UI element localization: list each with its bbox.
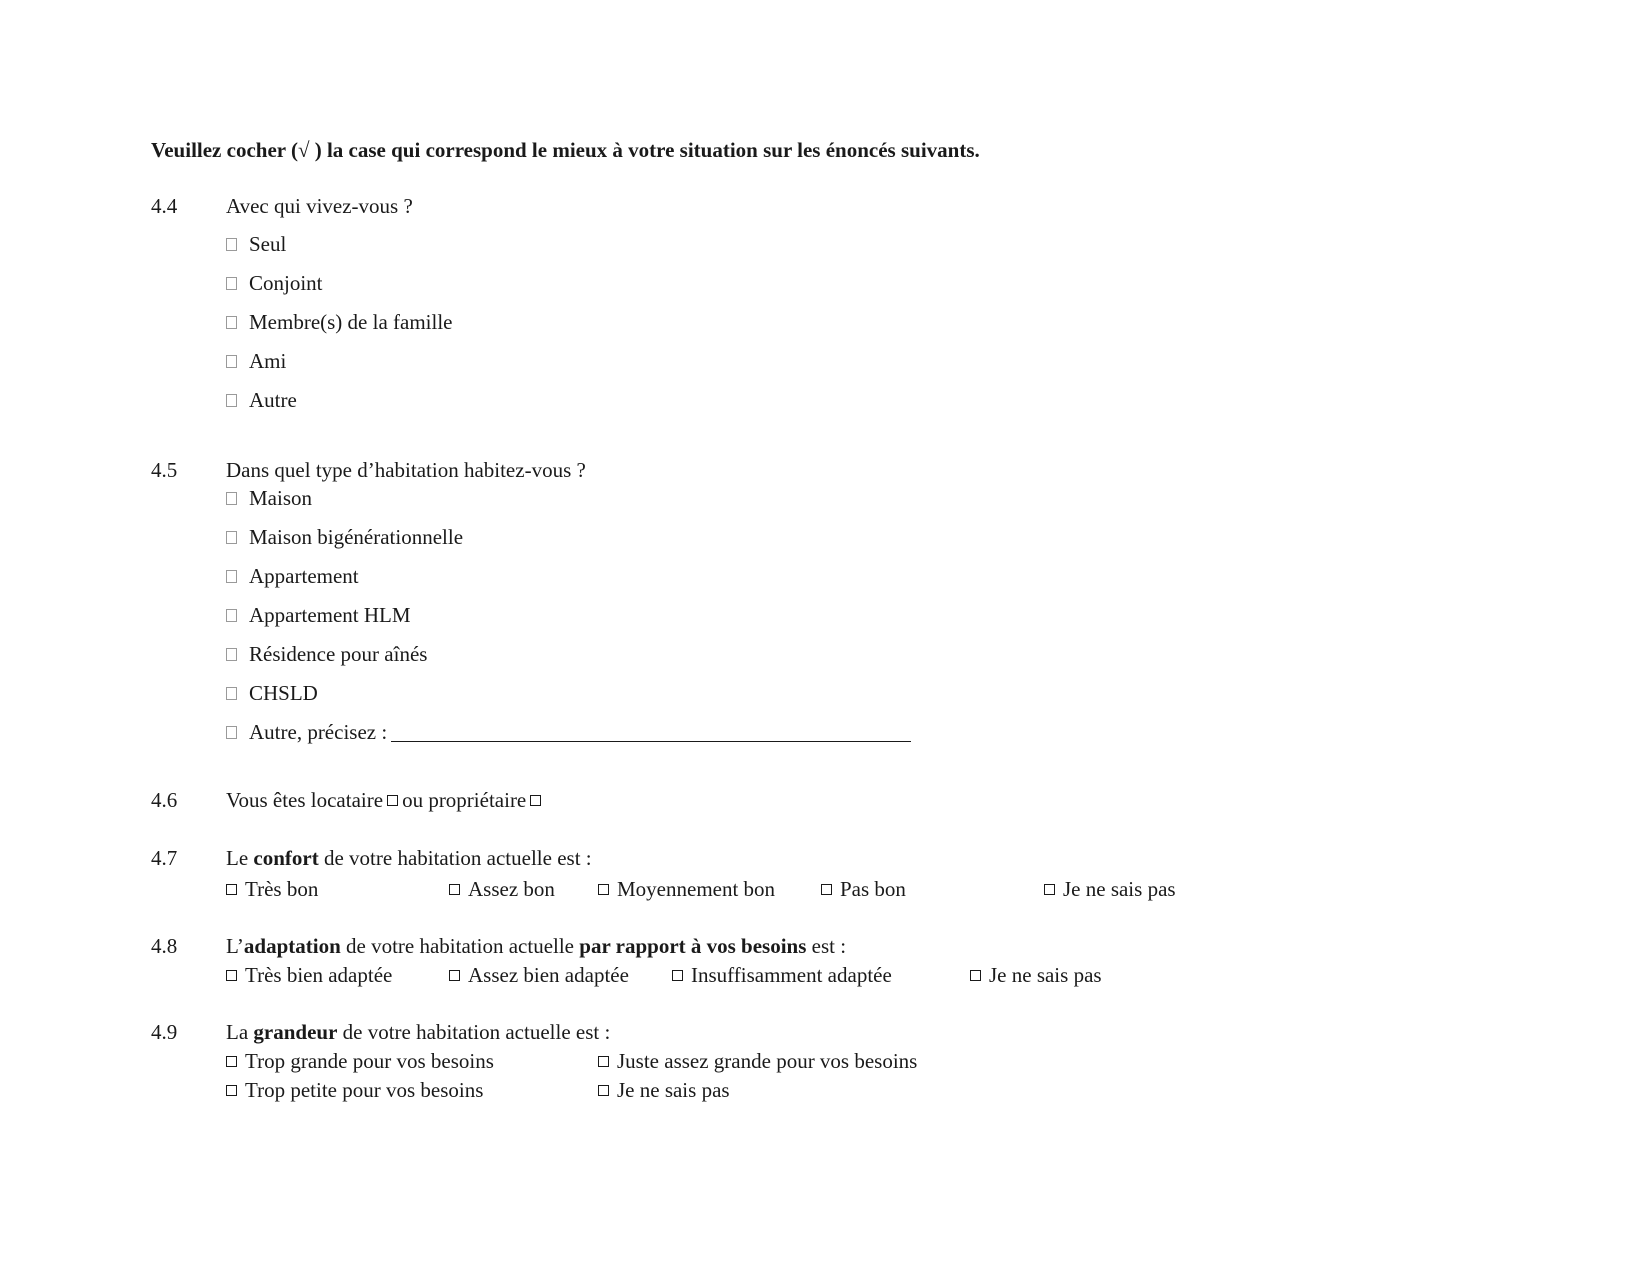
choice-label: Pas bon (840, 877, 906, 901)
option-autre-precisez[interactable] (226, 722, 911, 743)
question-number-4-4: 4.4 (151, 194, 178, 218)
question-prefix: La (226, 1020, 249, 1044)
choice-je-ne-sais-pas-adaptation[interactable] (970, 965, 1102, 986)
option-label: Seul (249, 232, 287, 256)
choice-label: Insuffisamment adaptée (691, 963, 892, 987)
choice-juste-assez-grande[interactable] (598, 1051, 917, 1072)
checkbox-icon[interactable] (226, 726, 237, 739)
choice-label: Très bon (245, 877, 319, 901)
option-label: Maison bigénérationnelle (249, 525, 464, 549)
question-keyword: adaptation (243, 934, 341, 958)
option-ami[interactable] (226, 351, 286, 372)
question-text-4-6 (226, 790, 545, 811)
option-seul[interactable] (226, 234, 286, 255)
instruction-text: Veuillez cocher (√ ) la case qui correspond le mieux à votre situation sur les énoncés suivants. (151, 138, 980, 162)
choice-tres-bon[interactable] (226, 879, 318, 900)
option-autre[interactable] (226, 390, 297, 411)
locataire-checkbox-icon[interactable] (387, 795, 398, 806)
question-number-4-5: 4.5 (151, 458, 178, 482)
checkbox-icon[interactable] (226, 394, 237, 407)
question-keyword: confort (253, 846, 319, 870)
choice-insuffisamment-adaptee[interactable] (672, 965, 892, 986)
option-chsld[interactable] (226, 683, 318, 704)
choice-trop-petite[interactable] (226, 1080, 483, 1101)
checkbox-icon[interactable] (226, 492, 237, 505)
precisez-blank-line[interactable] (391, 723, 911, 742)
choice-moyennement-bon[interactable] (598, 879, 775, 900)
question-number-4-6: 4.6 (151, 788, 178, 812)
option-label: Autre (249, 388, 297, 412)
option-label: Autre, précisez : (249, 720, 388, 744)
option-residence-aines[interactable] (226, 644, 427, 665)
option-label: Appartement (249, 564, 359, 588)
choice-label: Trop petite pour vos besoins (245, 1078, 484, 1102)
question-text-4-5: Dans quel type d’habitation habitez-vous ? (226, 458, 586, 482)
option-appartement-hlm[interactable] (226, 605, 411, 626)
checkbox-icon[interactable] (226, 609, 237, 622)
checkbox-icon[interactable] (226, 277, 237, 290)
checkbox-icon[interactable] (226, 1056, 237, 1067)
question-keyword: grandeur (253, 1020, 338, 1044)
question-suffix: est : (811, 934, 847, 958)
question-middle: de votre habitation actuelle (346, 934, 575, 958)
choice-assez-bien-adaptee[interactable] (449, 965, 629, 986)
choice-label: Très bien adaptée (245, 963, 393, 987)
checkbox-icon[interactable] (449, 970, 460, 981)
option-maison-bigenerationnelle[interactable] (226, 527, 463, 548)
choice-label: Assez bien adaptée (468, 963, 629, 987)
choice-label: Juste assez grande pour vos besoins (617, 1049, 918, 1073)
checkbox-icon[interactable] (226, 355, 237, 368)
option-label: Conjoint (249, 271, 323, 295)
option-label: Appartement HLM (249, 603, 411, 627)
checkbox-icon[interactable] (226, 316, 237, 329)
checkbox-icon[interactable] (1044, 884, 1055, 895)
question-text-4-8 (226, 936, 846, 957)
option-label: CHSLD (249, 681, 318, 705)
option-label: Ami (249, 349, 287, 373)
choice-label: Je ne sais pas (617, 1078, 730, 1102)
checkbox-icon[interactable] (672, 970, 683, 981)
option-label: Maison (249, 486, 312, 510)
question-suffix: de votre habitation actuelle est : (323, 846, 592, 870)
locataire-label: Vous êtes locataire (226, 788, 384, 812)
checkbox-icon[interactable] (226, 648, 237, 661)
checkbox-icon[interactable] (226, 570, 237, 583)
option-membres-famille[interactable] (226, 312, 453, 333)
checkbox-icon[interactable] (970, 970, 981, 981)
choice-label: Je ne sais pas (1063, 877, 1176, 901)
question-number-4-8: 4.8 (151, 934, 178, 958)
option-appartement[interactable] (226, 566, 359, 587)
question-keyword-2: par rapport à vos besoins (579, 934, 807, 958)
choice-label: Trop grande pour vos besoins (245, 1049, 494, 1073)
checkbox-icon[interactable] (226, 884, 237, 895)
question-suffix: de votre habitation actuelle est : (342, 1020, 611, 1044)
checkbox-icon[interactable] (598, 1056, 609, 1067)
checkbox-icon[interactable] (226, 1085, 237, 1096)
option-label: Résidence pour aînés (249, 642, 428, 666)
choice-label: Moyennement bon (617, 877, 776, 901)
question-text-4-7 (226, 848, 592, 869)
option-maison[interactable] (226, 488, 312, 509)
checkbox-icon[interactable] (226, 238, 237, 251)
question-text-4-4: Avec qui vivez-vous ? (226, 194, 413, 218)
checkbox-icon[interactable] (226, 531, 237, 544)
choice-assez-bon[interactable] (449, 879, 555, 900)
choice-label: Je ne sais pas (989, 963, 1102, 987)
checkbox-icon[interactable] (598, 884, 609, 895)
option-conjoint[interactable] (226, 273, 323, 294)
choice-label: Assez bon (468, 877, 555, 901)
checkbox-icon[interactable] (226, 970, 237, 981)
question-number-4-7: 4.7 (151, 846, 178, 870)
checkbox-icon[interactable] (449, 884, 460, 895)
choice-je-ne-sais-pas-grandeur[interactable] (598, 1080, 730, 1101)
checkbox-icon[interactable] (598, 1085, 609, 1096)
question-prefix: Le (226, 846, 249, 870)
proprietaire-checkbox-icon[interactable] (530, 795, 541, 806)
choice-trop-grande[interactable] (226, 1051, 494, 1072)
proprietaire-label: ou propriétaire (402, 788, 527, 812)
checkbox-icon[interactable] (821, 884, 832, 895)
choice-pas-bon[interactable] (821, 879, 906, 900)
choice-je-ne-sais-pas[interactable] (1044, 879, 1176, 900)
question-prefix: L’ (226, 934, 244, 958)
checkbox-icon[interactable] (226, 687, 237, 700)
option-label: Membre(s) de la famille (249, 310, 453, 334)
choice-tres-bien-adaptee[interactable] (226, 965, 392, 986)
question-text-4-9 (226, 1022, 610, 1043)
question-number-4-9: 4.9 (151, 1020, 178, 1044)
